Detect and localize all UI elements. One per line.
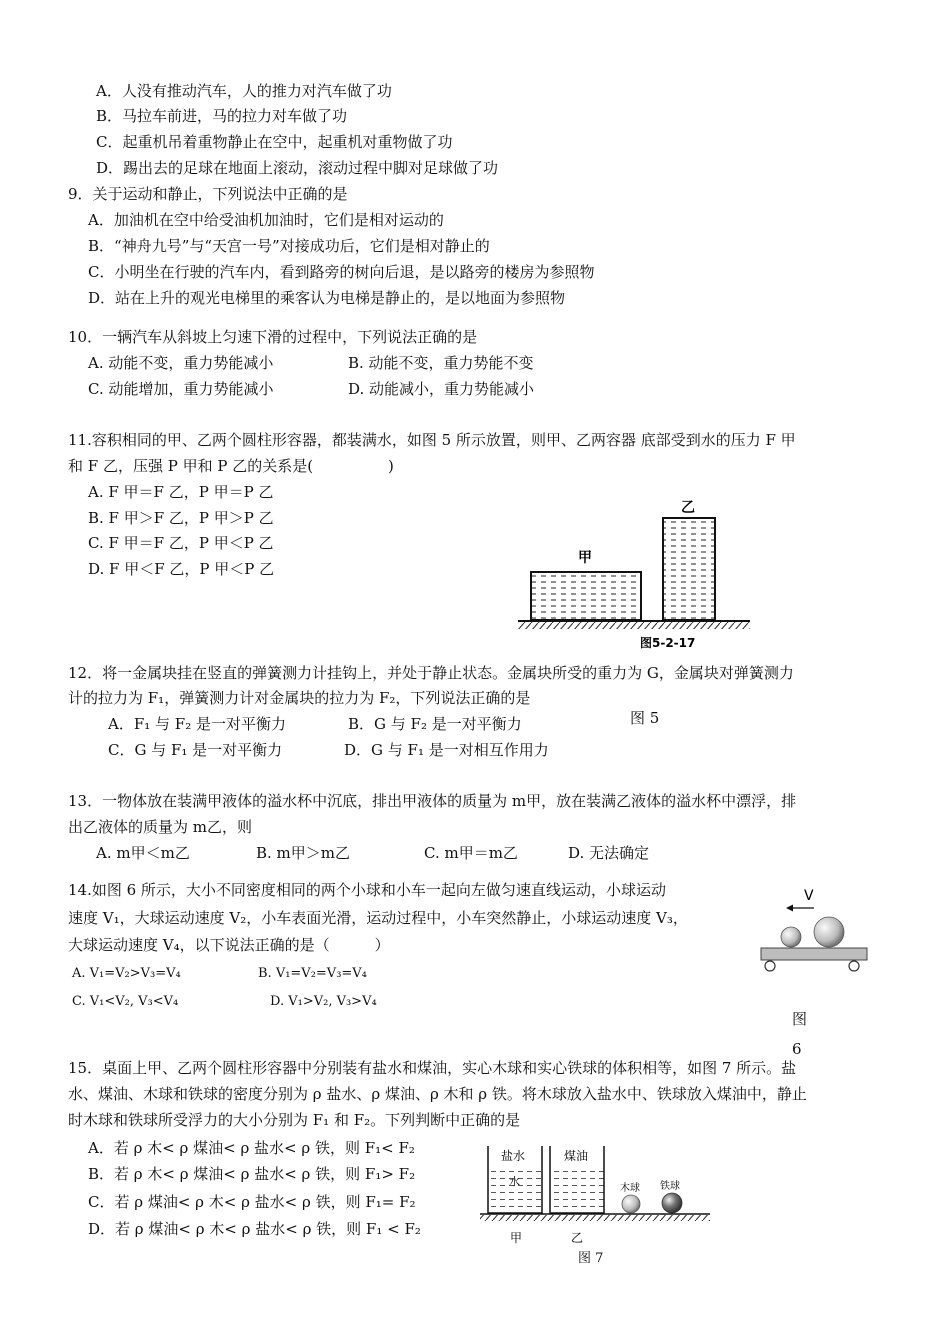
q15-stem-line1: 15．桌面上甲、乙两个圆柱形容器中分别装有盐水和煤油，实心木球和实心铁球的体积相等，如图 7 所示。盐	[68, 1059, 797, 1077]
q12-option-c: C．G 与 F₁ 是一对平衡力	[108, 741, 283, 759]
q13-stem-line2: 出乙液体的质量为 m乙，则	[68, 818, 252, 836]
q15-option-b: B．若 ρ 木< ρ 煤油< ρ 盐水< ρ 铁，则 F₁> F₂	[88, 1165, 416, 1183]
q8-option-a: A．人没有推动汽车，人的推力对汽车做了功	[96, 82, 392, 100]
q15-option-a: A．若 ρ 木< ρ 煤油< ρ 盐水< ρ 铁，则 F₁< F₂	[88, 1139, 415, 1157]
q12-option-d: D．G 与 F₁ 是一对相互作用力	[344, 741, 549, 759]
label-muqiu: 木球	[620, 1183, 640, 1194]
q9-option-a: A．加油机在空中给受油机加油时，它们是相对运动的	[88, 211, 444, 229]
q12-option-a: A．F₁ 与 F₂ 是一对平衡力	[108, 715, 286, 733]
figure-6-cart-balls	[752, 882, 882, 977]
large-ball	[814, 917, 844, 947]
q12-stem-line2: 计的拉力为 F₁，弹簧测力计对金属块的拉力为 F₂，下列说法正确的是	[68, 689, 531, 707]
figure-6-caption-1: 图	[792, 1010, 808, 1028]
q14-stem-line3: 大球运动速度 V₄，以下说法正确的是（ ）	[68, 936, 390, 954]
q11-stem-line2: 和 F 乙，压强 P 甲和 P 乙的关系是( )	[68, 457, 394, 475]
iron-ball	[662, 1193, 682, 1213]
cart-wheel-right	[849, 961, 859, 971]
q13-stem-line1: 13．一物体放在装满甲液体的溢水杯中沉底，排出甲液体的质量为 m甲，放在装满乙液体的溢水杯中漂浮，排	[68, 792, 797, 810]
figure-6-caption-2: 6	[792, 1040, 802, 1058]
label-jia: 甲	[578, 550, 592, 566]
q13-option-c: C. m甲＝m乙	[424, 844, 518, 862]
label-yanshui: 盐水	[501, 1149, 526, 1163]
q8-option-c: C．起重机吊着重物静止在空中，起重机对重物做了功	[96, 133, 453, 151]
label-jia-7: 甲	[510, 1231, 523, 1245]
q8-option-b: B．马拉车前进，马的拉力对车做了功	[96, 107, 348, 125]
velocity-label: V	[804, 888, 814, 904]
q15-stem-line2: 水、煤油、木球和铁球的密度分别为 ρ 盐水、ρ 煤油、ρ 木和 ρ 铁。将木球放入盐水中、铁球放入煤油中，静止	[68, 1085, 807, 1103]
wood-ball	[622, 1195, 640, 1213]
small-ball	[781, 927, 801, 947]
label-water: 水	[509, 1175, 520, 1188]
q13-option-b: B. m甲＞m乙	[256, 844, 351, 862]
q11-option-c: C. F 甲＝F 乙，P 甲＜P 乙	[88, 534, 274, 552]
q10-stem: 10．一辆汽车从斜坡上匀速下滑的过程中，下列说法正确的是	[68, 328, 478, 346]
figure-5-containers	[510, 495, 760, 655]
q14-stem-line1: 14.如图 6 所示，大小不同密度相同的两个小球和小车一起向左做匀速直线运动，小球运动	[68, 881, 666, 899]
q10-option-c: C. 动能增加，重力势能减小	[88, 380, 274, 398]
q9-stem: 9．关于运动和静止，下列说法中正确的是	[68, 185, 348, 203]
q14-option-a: A. V₁=V₂>V₃=V₄	[72, 966, 181, 981]
q12-stem-line1: 12．将一金属块挂在竖直的弹簧测力计挂钩上，并处于静止状态。金属块所受的重力为 G，金属块对弹簧测力	[68, 664, 794, 682]
q15-option-c: C．若 ρ 煤油< ρ 木< ρ 盐水< ρ 铁，则 F₁= F₂	[88, 1193, 416, 1211]
cart-body	[761, 948, 867, 960]
q12-option-b: B．G 与 F₂ 是一对平衡力	[348, 715, 522, 733]
q11-option-a: A. F 甲＝F 乙，P 甲＝P 乙	[88, 483, 274, 501]
container-jia	[531, 572, 641, 620]
q14-option-b: B. V₁=V₂=V₃=V₄	[258, 966, 367, 981]
q10-option-d: D. 动能减小，重力势能减小	[348, 380, 535, 398]
figure-code: 图5-2-17	[640, 636, 696, 650]
q9-option-c: C．小明坐在行驶的汽车内，看到路旁的树向后退，是以路旁的楼房为参照物	[88, 263, 595, 281]
container-yi	[663, 518, 715, 620]
q10-option-a: A. 动能不变，重力势能减小	[88, 354, 274, 372]
q15-stem-line3: 时木球和铁球所受浮力的大小分别为 F₁ 和 F₂。下列判断中正确的是	[68, 1111, 521, 1129]
q11-stem-line1: 11.容积相同的甲、乙两个圆柱形容器，都装满水，如图 5 所示放置，则甲、乙两容器 底部受到水的压力 F 甲	[68, 431, 796, 449]
q13-option-d: D. 无法确定	[568, 844, 650, 862]
label-yi: 乙	[681, 500, 695, 516]
q14-stem-line2: 速度 V₁，大球运动速度 V₂，小车表面光滑，运动过程中，小车突然静止，小球运动速度 V₃，	[68, 909, 688, 927]
q14-option-d: D. V₁>V₂, V₃>V₄	[270, 994, 377, 1009]
q11-option-b: B. F 甲＞F 乙，P 甲＞P 乙	[88, 509, 274, 527]
q14-option-c: C. V₁<V₂, V₃<V₄	[72, 994, 179, 1009]
q13-option-a: A. m甲＜m乙	[96, 844, 190, 862]
cart-wheel-left	[765, 961, 775, 971]
q10-option-b: B. 动能不变，重力势能不变	[348, 354, 534, 372]
q9-option-b: B．“神舟九号”与“天宫一号”对接成功后，它们是相对静止的	[88, 237, 490, 255]
figure-5-caption: 图 5	[630, 709, 660, 727]
q8-option-d: D．踢出去的足球在地面上滚动，滚动过程中脚对足球做了功	[96, 159, 499, 177]
label-meiyou: 煤油	[564, 1149, 589, 1163]
label-yi-7: 乙	[571, 1231, 584, 1245]
figure-7-caption: 图 7	[578, 1251, 604, 1266]
q9-option-d: D．站在上升的观光电梯里的乘客认为电梯是静止的，是以地面为参照物	[88, 289, 566, 307]
q15-option-d: D．若 ρ 煤油< ρ 木< ρ 盐水< ρ 铁，则 F₁ < F₂	[88, 1220, 421, 1238]
q11-option-d: D. F 甲＜F 乙，P 甲＜P 乙	[88, 560, 275, 578]
label-tieqiu: 铁球	[660, 1181, 680, 1192]
